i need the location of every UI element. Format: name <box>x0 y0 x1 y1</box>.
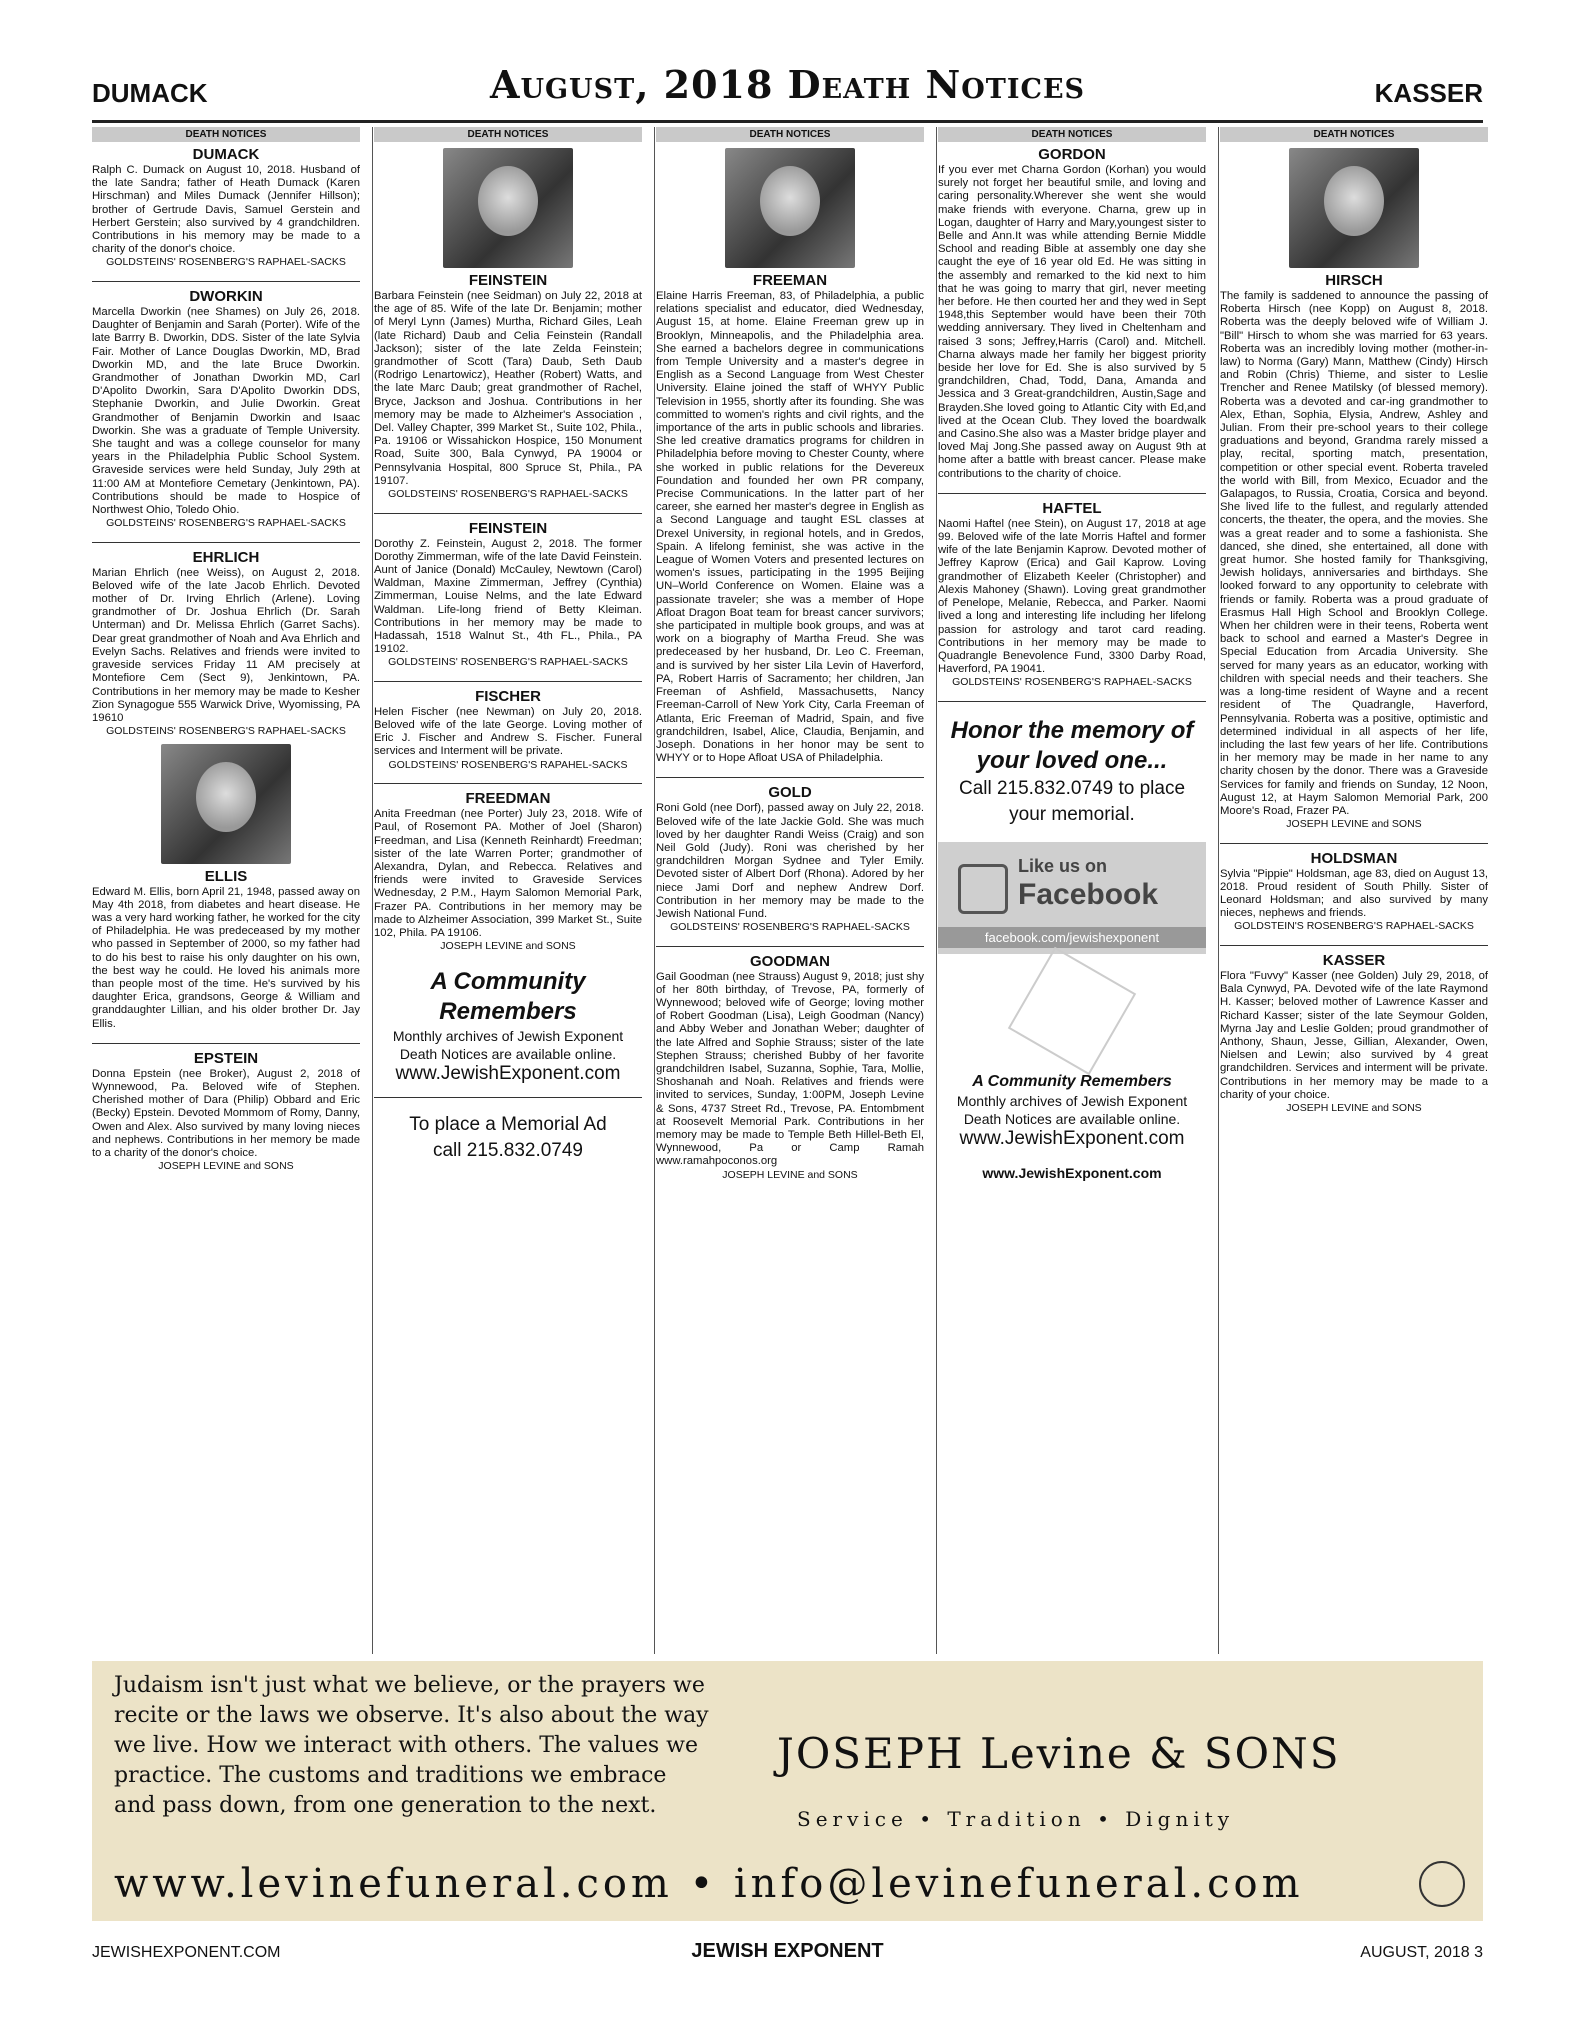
notice-name: GOLD <box>768 784 812 802</box>
funeral-home: GOLDSTEIN'S ROSENBERG'S RAPHAEL-SACKS <box>1234 920 1474 933</box>
notice-haftel <box>938 500 1206 689</box>
funeral-home: JOSEPH LEVINE and SONS <box>1286 818 1422 831</box>
facebook-url[interactable]: facebook.com/jewishexponent <box>938 927 1206 948</box>
column-heading: DEATH NOTICES <box>1220 127 1488 142</box>
divider <box>92 281 360 282</box>
notice-name: DUMACK <box>192 146 260 163</box>
column-rule <box>936 127 937 1654</box>
notice-text: Barbara Feinstein (nee Seidman) on July 22, 2018 at the age of 85. Wife of the late Dr. Benjamin; mother of Meryl Lynn (James) Murtha, Richard Giles, Leah (late Richard) Daub and Celia Feinstein (Randall Jackson); sister of the late Zelda Feinstein; grandmother of Scott (Tara) Daub, Seth Daub (Rodrigo Lenartowicz), Heather (Robert) Watts, and the late Marc Daub; great grandmother of Rachel, Bryce, Jackson and Joshua. Contributions in her memory may be made to Alzheimer's Association , Del. Valley Chapter, 399 Market St., Suite 102, Phila., Pa. 19106 or Wissahickon Hospice, 150 Monument Road, Suite 300, Bala Cynwyd, PA 19004 or Pennsylvania Hospital, 800 Spruce St, Phila., PA 19107. <box>374 290 642 487</box>
funeral-home: GOLDSTEINS' ROSENBERG'S RAPHAEL-SACKS <box>388 656 628 669</box>
header-right-name: KASSER <box>1374 78 1483 108</box>
promo-url-small[interactable]: www.JewishExponent.com <box>982 1164 1162 1181</box>
funeral-home: GOLDSTEINS' ROSENBERG'S RAPHAEL-SACKS <box>388 488 628 501</box>
footer-date-page: AUGUST, 2018 3 <box>1360 1944 1483 1961</box>
divider <box>92 542 360 543</box>
funeral-home: GOLDSTEINS' ROSENBERG'S RAPHAEL-SACKS <box>106 517 346 530</box>
notice-feinstein-barbara <box>374 272 642 501</box>
notice-hirsch <box>1220 272 1488 831</box>
promo-url[interactable]: www.JewishExponent.com <box>395 1062 621 1084</box>
column-5 <box>1220 127 1488 1654</box>
ad-brand: JOSEPH Levine & SONS <box>777 1729 1341 1778</box>
divider <box>374 783 642 784</box>
notice-kasser <box>1220 952 1488 1115</box>
feinstein-photo <box>443 148 573 268</box>
funeral-home: GOLDSTEINS' ROSENBERG'S RAPHAEL-SACKS <box>106 725 346 738</box>
divider <box>938 493 1206 494</box>
star-of-david-icon <box>1008 947 1136 1075</box>
notice-text: Ralph C. Dumack on August 10, 2018. Husband of the late Sandra; father of Heath Dumack (Karen Hirschman) and Miles Dumack (Jennifer Hillson); brother of Gertrude Davis, Samuel Gerstein and Herbert Gerstein; also survived by 4 grandchildren. Contributions in his memory may be made to a charity of the donor's choice. <box>92 164 360 256</box>
notice-gold <box>656 784 924 933</box>
promo-text: Monthly archives of Jewish Exponent Death Notices are available online. <box>392 1027 624 1062</box>
notice-text: Naomi Haftel (nee Stein), on August 17, 2018 at age 99. Beloved wife of the late Morris Haftel and former wife of the late Benjamin Kaprow. Devoted mother of Jeffrey Kaprow (Erica) and Gail Kaprow. Loving grandmother of Elizabeth Keeler (Christopher) and Alexis Mahoney (Shawn). Loving great grandmother of Penelope, Melanie, Rebecca, and Parker. Naomi lived a long and interesting life including her lifelong passion for astrology and tarot card reading. Contributions in her memory may be made to Quadrangle Benevolence Fund, 3300 Darby Road, Haverford, PA 19041. <box>938 517 1206 676</box>
notice-text: The family is saddened to announce the passing of Roberta Hirsch (nee Kopp) on August 8, 2018. Roberta was the deeply beloved wife of William J. "Bill" Hirsch to whom she was married for 63 years. Roberta was an incredibly loving mother (mother-in-law) to Norma (Gary) Mann, Matthew (Cindy) Hirsch and Robin (Chris) Thieme, and sister to Leslie Trencher and Renee Matilsky (of blessed memory). Roberta was a devoted and car-ing grandmother to Alex, Ethan, Sophia, Elysia, Andrew, Ashley and Julian. From their pre-school years to their college graduations and beyond, Grandma rarely missed a play, recital, sporting match, presentation, competition or other special event. Roberta traveled the world with Bill, from Mexico, Ecuador and the Galapagos, to Russia, Croatia, Corsica and beyond. She lived life to the fullest, and regularly attended concerts, the theater, the opera, and the movies. She was a great reader and to some a fashionista. She danced, she dined, she entertained, all done with great humor. She hosted family for Thanksgiving, Jewish holidays, anniversaries and birthdays. She looked forward to any opportunity to celebrate with friends or family. Roberta was a proud graduate of Erasmus Hall High School and Brooklyn College. When her children were in their teens, Roberta went back to school and earned a Master's Degree in Special Education from Arcadia University. She served for many years as an educator, working with children with special needs and their teachers. She was a long-time resident of Wayne and a recent resident of The Quadrangle, Haverford, Pennsylvania. Roberta was a positive, optimistic and determined individual in all aspects of her life, including the last few years of her life. Contributions in her memory may be made in her name to any charity chosen by the donor. There was a Graveside Services for family and friends on Sunday, 12 Noon, August 12, at Haym Salomon Memorial Park, 200 Moore's Road, Frazer PA. <box>1220 290 1488 817</box>
notice-goodman <box>656 953 924 1182</box>
ad-quote: Judaism isn't just what we believe, or the prayers we recite or the laws we observe. It's also about the way we live. How we interact with others. The values we practice. The customs and traditions we embrace and pass down, from one generation to the next. <box>114 1673 709 1818</box>
notice-text: Marian Ehrlich (nee Weiss), on August 2, 2018. Beloved wife of the late Jacob Ehrlich. Devoted mother of Dr. Irving Ehrlich (Arlene). Loving grandmother of Dr. Joshua Ehrlich (Dr. Sarah Unterman) and Dr. Melissa Ehrlich (Garret Sachs). Dear great grandmother of Noah and Ava Ehrlich and Evelyn Sachs. Relatives and friends were invited to graveside services Friday 11 AM precisely at Montefiore Cem (Sect 9), Jenkintown, PA. Contributions in her memory may be made to Kesher Zion Synagogue 555 Warwick Drive, Wyomissing, PA 19610 <box>92 566 360 724</box>
divider <box>374 1097 642 1098</box>
notice-name: DWORKIN <box>189 287 263 305</box>
notice-name: GOODMAN <box>750 952 830 970</box>
notice-name: FREEMAN <box>752 272 828 289</box>
header-left-name: DUMACK <box>92 78 208 108</box>
column-1 <box>92 127 360 1654</box>
divider <box>656 946 924 947</box>
notice-dumack <box>92 146 360 269</box>
funeral-home: GOLDSTEINS' ROSENBERG'S RAPAHEL-SACKS <box>388 758 628 771</box>
seal-icon <box>1419 1861 1465 1907</box>
funeral-home: GOLDSTEINS' ROSENBERG'S RAPHAEL-SACKS <box>106 256 346 269</box>
notice-text: Elaine Harris Freeman, 83, of Philadelphia, a public relations specialist and educator, died Wednesday, August 15, at home. Elaine Freeman grew up in Brooklyn, Minneapolis, and the Philadelphia area. She earned a bachelors degree in communications from Temple University and a master's degree in English as a Second Language from West Chester University. Elaine joined the staff of WHYY Public Television in 1955, shortly after its founding. She was committed to women's rights and civil rights, and the importance of the arts in public schools and libraries. She led creative dramatics programs for children in Philadelphia before moving to Chester County, where she worked in public relations for the Devereux Foundation and founded her own PR company, Precise Communications. In the latter part of her career, she earned her master's degree in English as a Second Language and taught ESL classes at Drexel University, in regional hotels, and in Gredos, Spain. A lifelong feminist, she was active in the League of Women Voters and presented lectures on women's issues, participating in the 1995 Beijing UN–World Conference on Women. Elaine was a passionate traveler; she was a member of Hope Afloat Dragon Boat team for breast cancer survivors; she participated in multiple book groups, and was at work on a biography of Martha Freud. She was predeceased by her husband, Dr. Leo C. Freeman, and is survived by her sister Lila Levin of Haverford, PA, Robert Harris of Sacramento; her children, Jan Freeman of Ashfield, Massachusetts, Nancy Freeman-Carroll of New York City, Carla Freeman of Atlanta, Eric Freeman of Madrid, Spain, and five grandchildren, Isabel, Alice, Claudia, Benjamin, and Joseph. Donations in her honor may be sent to WHYY or to Hope Afloat USA of Philadelphia. <box>656 290 924 765</box>
hirsch-photo <box>1289 148 1419 268</box>
notice-ehrlich <box>92 549 360 738</box>
notice-name: KASSER <box>1322 951 1386 969</box>
footer-site: JEWISHEXPONENT.COM <box>92 1944 281 1961</box>
notice-freedman <box>374 790 642 953</box>
notice-text: Edward M. Ellis, born April 21, 1948, passed away on May 4th 2018, from diabetes and heart disease. He was a very hard working father, he worked for the city of Philadelphia. He was predeceased by my mother who passed in September of 2000, so my father had to do his best to raise his only daughter on his own, the best way he could. He loved his animals more than people most of the time. He's survived by his daughter Erica, grandsons, George & William and granddaughter Lillian, and his older brother Dr. Jay Ellis. <box>92 885 360 1030</box>
funeral-home: GOLDSTEINS' ROSENBERG'S RAPHAEL-SACKS <box>952 676 1192 689</box>
divider <box>92 1043 360 1044</box>
notice-name: HAFTEL <box>1042 499 1102 517</box>
notice-name: ELLIS <box>204 867 248 885</box>
notice-dworkin <box>92 288 360 530</box>
column-heading: DEATH NOTICES <box>374 127 642 142</box>
column-heading: DEATH NOTICES <box>656 127 924 142</box>
column-2 <box>374 127 642 1654</box>
column-heading: DEATH NOTICES <box>92 127 360 142</box>
column-heading: DEATH NOTICES <box>938 127 1206 142</box>
funeral-home: JOSEPH LEVINE and SONS <box>158 1160 294 1173</box>
ad-tagline: Service • Tradition • Dignity <box>797 1807 1235 1831</box>
promo-text: Monthly archives of Jewish Exponent Death Notices are available online. <box>956 1092 1188 1127</box>
community-remembers-promo-2 <box>938 1072 1206 1182</box>
notice-freeman <box>656 272 924 765</box>
freeman-photo <box>725 148 855 268</box>
column-rule <box>654 127 655 1654</box>
notice-fischer <box>374 688 642 771</box>
notice-text: Gail Goodman (nee Strauss) August 9, 2018; just shy of her 80th birthday, of Trevose, PA, formerly of Wynnewood; beloved wife of George; loving mother of Robert Goodman (Lisa), Leigh Goodman (Nancy) and Abby Weber and Jonathan Weber; daughter of the late Alfred and Sophie Strauss; sister of the late Stephen Strauss; cherished Bubby of her favorite grandchildren Isabel, Suzanna, Sophie, Tara, Mollie, Shoshanah and Noah. Relatives and friends were invited to services, Sunday, 1:00PM, Joseph Levine & Sons, 4737 Street Rd., Trevose, PA. Entombment at Roosevelt Memorial Park. Contributions in her memory may be made to Temple Beth Hillel-Beth El, Wynnewood, Pa or Camp Ramah www.ramahpoconos.org <box>656 970 924 1168</box>
notice-text: Anita Freedman (nee Porter) July 23, 2018. Wife of Paul, of Rosemont PA. Mother of Joel (Sharon) Freedman, and Lisa (Kenneth Reinhardt) Freedman; sister of the late Warren Porter; grandmother of Alexandra, Dylan, and Rebecca. Relatives and friends were invited to Graveside Services Wednesday, 2 P.M., Haym Salomon Memorial Park, Frazer PA. Contributions in her memory may be made to Alzheimer Association, 399 Market St., Suite 102, Phila. PA 19106. <box>374 808 642 940</box>
notice-holdsman <box>1220 850 1488 933</box>
notice-text: Marcella Dworkin (nee Shames) on July 26, 2018. Daughter of Benjamin and Sarah (Porter). Wife of the late Barrry B. Dworkin, DDS. Sister of the late Sylvia Fair. Mother of Lance Douglas Dworkin, MD, Brad Dworkin MD, and the late Bruce Dworkin. Grandmother of Jonathan Dworkin MD, Carl D'Apolito Dworkin, Sara D'Apolito Dworkin DDS, Stephanie Dworkin, and Julie Dworkin. Great Grandmother of Benjamin Dworkin and Isaac Dworkin. She was a graduate of Temple University. She taught and was a college counselor for many years in the Philadelphia Public School System. Graveside services were held Sunday, July 29th at 11:00 AM at Montefiore Cemetary (Jenkintown, PA). Contributions should be made to Hospice of Northwest Ohio, Toledo Ohio. <box>92 305 360 516</box>
thumbs-up-icon <box>958 864 1008 914</box>
notice-text: Flora "Fuvvy" Kasser (nee Golden) July 29, 2018, of Bala Cynwyd, PA. Devoted wife of the late Raymond H. Kasser; beloved mother of Lawrence Kasser and Richard Kasser; sister of the late Seymour Golden, Myrna Jay and Leslie Golden; proud grandmother of Anthony, Shaun, Jesse, Gillian, Alexander, Owen, Nielsen and Lewin; also survived by 4 great grandchildren. Services and interment will be private. Contributions in her memory may be made to a charity of your choice. <box>1220 969 1488 1101</box>
memorial-ad-promo: To place a Memorial Ad call 215.832.0749 <box>409 1113 607 1161</box>
notice-text: If you ever met Charna Gordon (Korhan) you would surely not forget her beautiful smile, and loving and caring personality.Wherever she went she would make friends with everyone. Charna, grew up in Logan, daughter of Harry and Mary,youngest sister to Belle and Ann.It was while attending Bernie Middle School and reading Bible at assembly one day she caught the eye of 16 year old Ed. He was sitting in the assembly and remarked to the kid next to him that he was going to marry that girl, never meeting her before. He then courted her and they wed in Sept 1948,this September would have been their 70th wedding anniversary. They lived in Cheltenham and raised 3 sons; Jeffrey,Harris (Carol) and. Mitchell. Charna always made her family her biggest priority beside her love for Ed. She is also survived by 5 grandchildren, Chad, Todd, Dana, Amanda and Jessica and 3 Great-grandchildren, Austin,Sage and Brayden.She loved going to Atlantic City with Ed,and lived at the Ocean Club. They loved the boardwalk and Casino.She also was a Master bridge player and loved Maj Jong.She passed away on August 9th at home after a battle with breast cancer. Please make contributions to the charity of choice. <box>938 164 1206 480</box>
community-remembers-promo <box>374 967 642 1085</box>
divider <box>938 701 1206 702</box>
notice-name: HOLDSMAN <box>1310 849 1398 867</box>
funeral-home: GOLDSTEINS' ROSENBERG'S RAPHAEL-SACKS <box>670 921 910 934</box>
column-4 <box>938 127 1206 1654</box>
notice-name: FREEDMAN <box>465 790 551 808</box>
ad-contact[interactable]: www.levinefuneral.com • info@levinefuneral.com <box>114 1861 1304 1907</box>
funeral-home: JOSEPH LEVINE and SONS <box>1286 1101 1422 1114</box>
facebook-name: Facebook <box>1018 877 1159 911</box>
notice-name: GORDON <box>1038 146 1106 163</box>
honor-title: Honor the memory of your loved one... <box>950 716 1194 774</box>
notice-name: HIRSCH <box>1325 272 1383 289</box>
divider <box>656 777 924 778</box>
funeral-home: JOSEPH LEVINE and SONS <box>440 940 576 953</box>
notice-name: FEINSTEIN <box>468 272 548 289</box>
notice-name: FEINSTEIN <box>468 519 548 537</box>
header-rule <box>92 120 1483 123</box>
notice-epstein <box>92 1050 360 1173</box>
facebook-banner[interactable] <box>938 842 1206 954</box>
notice-text: Dorothy Z. Feinstein, August 2, 2018. The former Dorothy Zimmerman, wife of the late David Feinstein. Aunt of Janice (Donald) McCauley, Newtown (Carol) Waldman, Maxine Zimmerman, Jeffrey (Cynthia) Zimmerman, Louise Nelms, and the late Edward Waldman. Life-long friend of Betty Kleiman. Contributions in her memory may be made to Hadassah, 1518 Walnut St., 4th FL., Phila., PA 19102. <box>374 537 642 656</box>
notice-name: FISCHER <box>475 687 541 705</box>
notice-text: Sylvia "Pippie" Holdsman, age 83, died on August 13, 2018. Proud resident of South Philly. Sister of Leonard Holdsman; and also survived by many nieces, nephews and friends. <box>1220 867 1488 920</box>
honor-text: Call 215.832.0749 to place your memorial. <box>958 777 1186 825</box>
divider <box>1220 945 1488 946</box>
honor-memory-promo <box>938 716 1206 828</box>
column-rule <box>372 127 373 1654</box>
promo-title: A Community Remembers <box>430 967 586 1025</box>
notice-gordon <box>938 146 1206 481</box>
notice-name: EHRLICH <box>192 548 260 566</box>
column-rule <box>1218 127 1219 1654</box>
promo-url[interactable]: www.JewishExponent.com <box>959 1127 1185 1149</box>
notice-ellis <box>92 868 360 1031</box>
notice-text: Helen Fischer (nee Newman) on July 20, 2018. Beloved wife of the late George. Loving mother of Eric J. Fischer and Andrew S. Fischer. Funeral services and Interment will be private. <box>374 705 642 758</box>
notice-feinstein-dorothy <box>374 520 642 669</box>
notice-text: Roni Gold (nee Dorf), passed away on July 22, 2018. Beloved wife of the late Jackie Gold. She was much loved by her daughter Randi Weiss (Craig) and son Neil Gold (Judy). Roni was cherished by her grandchildren Morgan Sydnee and Tyler Emily. Devoted sister of Albert Dorf (Rhona). Adored by her niece Jami Dorf and nephew Andrew Dorf. Contribution in her memory may be made to the Jewish National Fund. <box>656 802 924 920</box>
promo-title: A Community Remembers <box>972 1072 1172 1090</box>
page-title: August, 2018 Death Notices <box>489 62 1086 107</box>
ellis-photo <box>161 744 291 864</box>
levine-funeral-ad <box>92 1661 1483 1921</box>
notice-name: EPSTEIN <box>193 1049 259 1067</box>
divider <box>374 681 642 682</box>
footer-paper: JEWISH EXPONENT <box>691 1940 884 1962</box>
column-3 <box>656 127 924 1654</box>
divider <box>1220 843 1488 844</box>
facebook-like-text: Like us on <box>1018 855 1108 876</box>
divider <box>374 513 642 514</box>
funeral-home: JOSEPH LEVINE and SONS <box>722 1168 858 1181</box>
notice-text: Donna Epstein (nee Broker), August 2, 2018 of Wynnewood, Pa. Beloved wife of Stephen. Cherished mother of Dara (Philip) Obbard and Eric (Becky) Epstein. Devoted Mommom of Romy, Danny, Owen and Alex. Also survived by many loving nieces and nephews. Contributions in her memory be made to a charity of the donor's choice. <box>92 1067 360 1160</box>
